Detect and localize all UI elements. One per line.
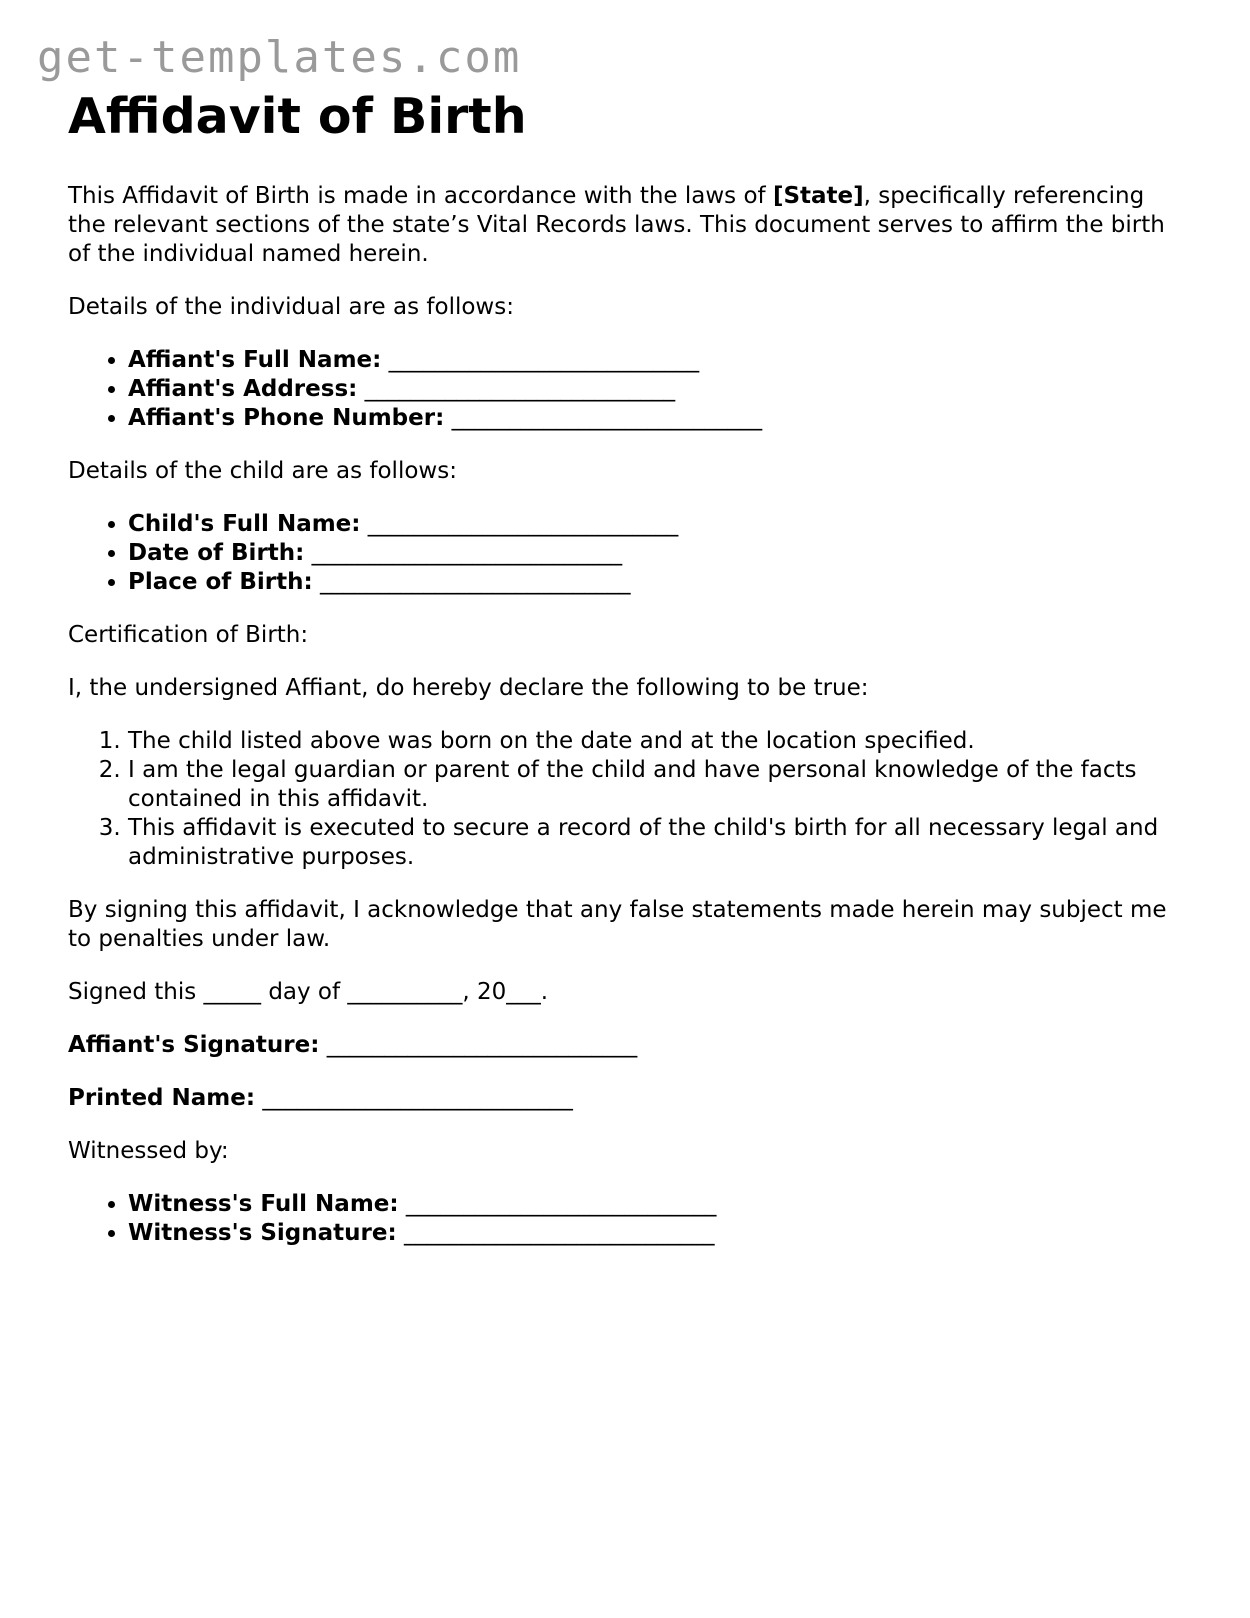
field-label: Date of Birth: (128, 540, 305, 566)
field-blank[interactable]: ___________________________ (403, 1220, 715, 1246)
signed-date-line[interactable]: Signed this _____ day of __________, 20___. (68, 979, 549, 1005)
watermark: get-templates.com (37, 32, 522, 83)
field-witness-full-name (128, 1190, 1188, 1219)
witnessed-heading: Witnessed by: (68, 1138, 229, 1164)
intro-paragraph (68, 182, 1188, 269)
child-heading: Details of the child are as follows: (68, 458, 457, 484)
acknowledgement-paragraph: By signing this affidavit, I acknowledge that any false statements made herein may subject me to penalties under law. (68, 897, 1167, 952)
declaration-intro: I, the undersigned Affiant, do hereby declare the following to be true: (68, 675, 869, 701)
field-label: Printed Name: (68, 1085, 256, 1111)
field-blank[interactable]: ___________________________ (367, 511, 679, 537)
field-affiant-address (128, 375, 1188, 404)
document-body (68, 86, 1188, 1272)
field-witness-signature (128, 1219, 1188, 1248)
field-child-full-name (128, 510, 1188, 539)
field-label: Place of Birth: (128, 569, 313, 595)
intro-text-after: , specifically referencing the relevant sections of the state’s Vital Records laws. This document serves to affirm the birth of the individual named herein. (68, 183, 1165, 267)
field-blank[interactable]: ___________________________ (311, 540, 623, 566)
printed-name-line (68, 1084, 1188, 1113)
document-title: Affidavit of Birth (68, 88, 527, 145)
field-label: Affiant's Signature: (68, 1032, 320, 1058)
field-label: Witness's Signature: (128, 1220, 397, 1246)
field-place-of-birth (128, 568, 1188, 597)
field-blank[interactable]: ___________________________ (262, 1085, 573, 1111)
affiant-signature-line (68, 1031, 1188, 1060)
field-date-of-birth (128, 539, 1188, 568)
declaration-item: 3. This affidavit is executed to secure a record of the child's birth for all necessary legal and administrative purposes. (128, 814, 1188, 872)
declarations-list (68, 727, 1188, 872)
field-label: Child's Full Name: (128, 511, 361, 537)
declaration-item: 2. I am the legal guardian or parent of the child and have personal knowledge of the facts contained in this affidavit. (128, 756, 1188, 814)
state-placeholder: [State] (772, 183, 864, 209)
field-label: Affiant's Phone Number: (128, 405, 445, 431)
declaration-item: 1. The child listed above was born on the date and at the location specified. (128, 727, 1188, 756)
intro-text-before: This Affidavit of Birth is made in accordance with the laws of (68, 183, 773, 209)
field-blank[interactable]: ___________________________ (451, 405, 763, 431)
field-blank[interactable]: ___________________________ (319, 569, 631, 595)
field-blank[interactable]: ___________________________ (388, 347, 700, 373)
field-affiant-full-name (128, 346, 1188, 375)
field-blank[interactable]: ___________________________ (405, 1191, 717, 1217)
child-fields-list (68, 510, 1188, 597)
field-blank[interactable]: ___________________________ (326, 1032, 638, 1058)
individual-fields-list (68, 346, 1188, 433)
field-label: Witness's Full Name: (128, 1191, 399, 1217)
witness-fields-list (68, 1190, 1188, 1248)
certification-heading: Certification of Birth: (68, 622, 309, 648)
field-blank[interactable]: ___________________________ (364, 376, 676, 402)
individual-heading: Details of the individual are as follows: (68, 294, 514, 320)
field-affiant-phone (128, 404, 1188, 433)
field-label: Affiant's Address: (128, 376, 358, 402)
field-label: Affiant's Full Name: (128, 347, 382, 373)
